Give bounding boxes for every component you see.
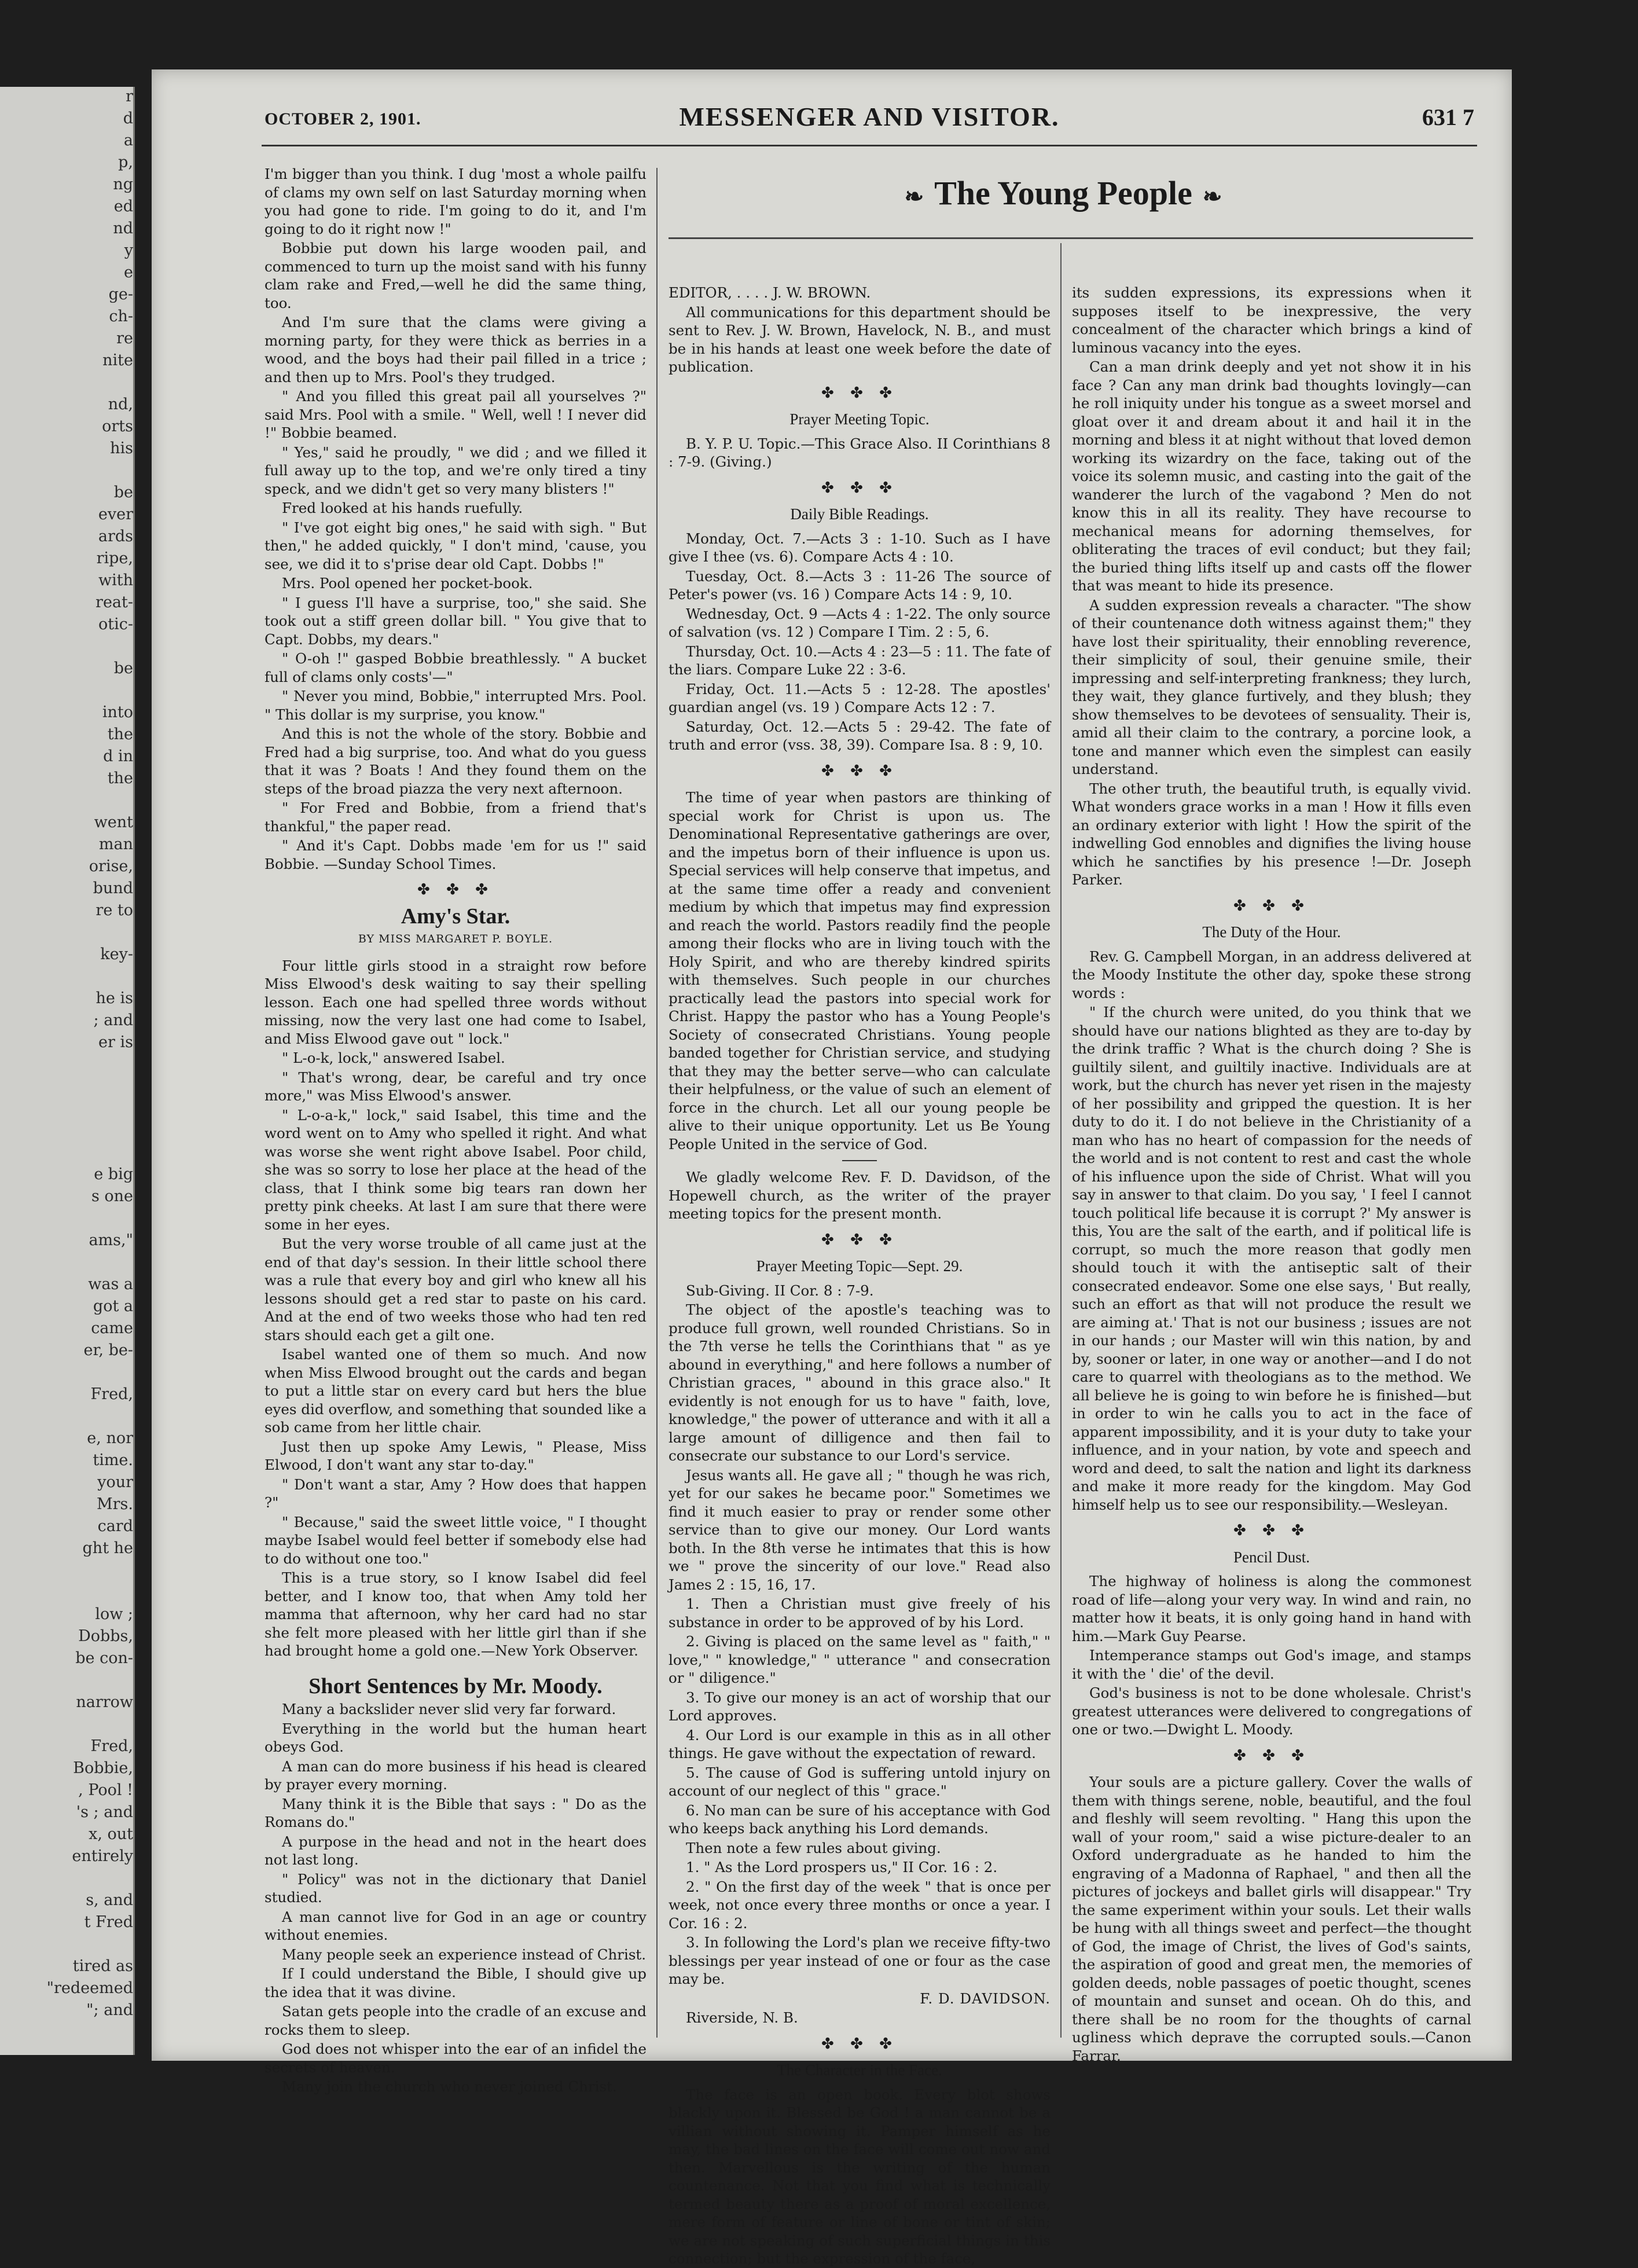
paragraph: Many join the church who never joined Christ. bbox=[282, 2078, 617, 2095]
intro-paragraph: All communications for this department should be sent to Rev. J. W. Brown, Havelock, N. B., and must be in his hands at least one week before the date of publication. bbox=[669, 303, 1051, 375]
prev-page-fragment: otic- bbox=[98, 615, 133, 633]
prev-page-fragment: narrow bbox=[76, 1693, 133, 1711]
prev-page-fragment: ng bbox=[113, 175, 133, 193]
prev-page-fragment: d bbox=[123, 109, 133, 127]
prev-page-fragment: reat- bbox=[96, 593, 133, 611]
prev-page-fragment: ed bbox=[113, 197, 133, 215]
prev-page-fragment: got a bbox=[93, 1297, 133, 1315]
prev-page-fragment: e, nor bbox=[87, 1429, 133, 1447]
prev-page-fragment: key- bbox=[100, 945, 133, 963]
prev-page-fragment: Mrs. bbox=[97, 1495, 133, 1513]
prev-page-fragment: d in bbox=[103, 747, 133, 765]
paragraph: " I guess I'll have a surprise, too," she said. She took out a stiff green dollar bill. " You give that to Capt. Dobbs, my dears." bbox=[265, 594, 647, 648]
prev-page-fragment: ripe, bbox=[96, 549, 133, 567]
prev-page-fragment: ever bbox=[98, 505, 133, 523]
prev-page-fragment: bund bbox=[93, 879, 133, 897]
paragraph: " Don't want a star, Amy ? How does that happen ?" bbox=[265, 1476, 647, 1511]
paragraph: If I could understand the Bible, I should give up the idea that it was divine. bbox=[265, 1965, 647, 2001]
prev-page-fragment: ght he bbox=[82, 1539, 133, 1557]
character-paragraph: The face is an open book. Every blot shows blackly upon it. Blessed be God ! a man cannot be a villian without showing it. Pamper himself as he may, the bad lines on the face will come out now and then. Marvellous is the writing of the human countenance. Not that you find what is technically termed beauty there as a proof of moral excellence, mere form of feature or line of bone or tint of skin; we are not speaking of such superficial things in this connection; but the expression of the face, bbox=[669, 2086, 1051, 2267]
heading-sept-29: Prayer Meeting Topic—Sept. 29. bbox=[756, 1257, 963, 1275]
paragraph: Friday, Oct. 11.—Acts 5 : 12-28. The apostles' guardian angel (vs. 19 ) Compare Acts 12 : 7. bbox=[669, 680, 1051, 715]
duty-intro: Rev. G. Campbell Morgan, in an address delivered at the Moody Institute the other day, spoke these strong words : bbox=[1072, 948, 1471, 1001]
story-byline: BY MISS MARGARET P. BOYLE. bbox=[358, 933, 553, 945]
prev-page-fragment: er, be- bbox=[83, 1341, 133, 1359]
prev-page-fragment: orts bbox=[102, 417, 133, 435]
paragraph: Many people seek an experience instead of Christ. bbox=[282, 1946, 647, 1963]
paragraph: Many think it is the Bible that says : " Do as the Romans do." bbox=[265, 1795, 647, 1830]
newspaper-page bbox=[152, 69, 1512, 2267]
prev-page-fragment: low ; bbox=[95, 1605, 133, 1623]
paragraph: 2. Giving is placed on the same level as " faith," " love," " knowledge," " utterance " and consecration or " diligence." bbox=[669, 1633, 1051, 1686]
short-rule bbox=[842, 1160, 877, 1161]
prev-page-fragment: Dobbs, bbox=[78, 1627, 133, 1645]
fleuron-right-icon: ❧ bbox=[1202, 184, 1222, 210]
paragraph: " I've got eight big ones," he said with sigh. " But then," he added quickly, " I don't mind, 'cause, you see, we did it to s'prise dear old Capt. Dobbs !" bbox=[265, 519, 647, 572]
prev-page-fragment: entirely bbox=[72, 1847, 133, 1865]
character-p3: A sudden expression reveals a character. "The show of their countenance doth witness against them;" they have lost their spirituality, their ennobling reverence, their simplicity of soul, their genuine smile, their impressing and self-interpreting frankness; they lurch, they wait, they glance furtively, and they blush; they show themselves to be devotees of sensuality. Their is, amid all their claim to the contrary, a porcine look, a tone and manner which even the simplest can easily understand. bbox=[1072, 596, 1471, 777]
prev-page-fragment: a bbox=[123, 131, 133, 149]
prev-page-fragment: re to bbox=[96, 901, 133, 919]
prev-page-fragment: ; and bbox=[93, 1011, 133, 1029]
prev-page-fragment: r bbox=[126, 87, 133, 105]
paragraph: " Because," said the sweet little voice, " I thought maybe Isabel would feel better if somebody else had to do without one too." bbox=[265, 1513, 647, 1567]
paragraph: This is a true story, so I know Isabel did feel better, and I know too, that when Amy told her mamma that afternoon, why her card had no star she felt more pleased with her little girl than if she had brought home a gold one.—New York Observer. bbox=[265, 1569, 647, 1659]
paragraph: 6. No man can be sure of his acceptance with God who keeps back anything his Lord demands. bbox=[669, 1801, 1051, 1837]
prev-page-fragment: orise, bbox=[89, 857, 133, 875]
paragraph: 4. Our Lord is our example in this as in all other things. He gave without the expectation of reward. bbox=[669, 1726, 1051, 1761]
paragraph: 5. The cause of God is suffering untold injury on account of our neglect of this " grace." bbox=[669, 1764, 1051, 1799]
previous-page-edge bbox=[0, 87, 135, 2055]
section-title-text: The Young People bbox=[934, 174, 1192, 212]
paragraph: Just then up spoke Amy Lewis, " Please, Miss Elwood, I don't want any star to-day." bbox=[265, 1438, 647, 1473]
prev-page-fragment: Fred, bbox=[90, 1385, 133, 1403]
prev-page-fragment: card bbox=[97, 1517, 133, 1535]
signature: F. D. DAVIDSON. bbox=[920, 1990, 1051, 2007]
column-1 bbox=[265, 165, 647, 2095]
paragraph: " Policy" was not in the dictionary that Daniel studied. bbox=[265, 1870, 647, 1906]
paragraph: 1. Then a Christian must give freely of his substance in order to be approved of by his Lord. bbox=[669, 1595, 1051, 1631]
prev-page-fragment: the bbox=[107, 725, 133, 743]
prev-page-fragment: tired as bbox=[72, 1957, 133, 1975]
character-p4: The other truth, the beautiful truth, is equally vivid. What wonders grace works in a man ! How it fills even an ordinary exterior with light ! How the spirit of the indwelling God ennobles and dignifies the living house which he sanctifies by his presence !—Dr. Joseph Parker. bbox=[1072, 780, 1471, 888]
prev-page-fragment: e big bbox=[94, 1165, 133, 1183]
story-ending bbox=[265, 165, 647, 873]
column-2 bbox=[669, 284, 1051, 2267]
character-p2: Can a man drink deeply and yet not show it in his face ? Can any man drink bad thoughts lovingly—can he roll iniquity under his tongue as a sweet morsel and gloat over it and dream about it and hail it in the morning and bless it at night without that loved demon working its wizardry on the face, taking out of the voice its solemn music, and casting into the gait of the wanderer the lurch of the vagabond ? Men do not know this in all its reality. They have recourse to mechanical means for adorning themselves, for obliterating the traces of evil conduct; but they fail; the buried thing lifts itself up and casts off the flower that was meant to hide its presence. bbox=[1072, 358, 1471, 594]
ornament: ✤ ✤ ✤ bbox=[821, 384, 898, 402]
duty-body: " If the church were united, do you think that we should have our nations blighted as they are to-day by the drink traffic ? What is the church doing ? She is guiltily silent, and guiltily inactive. Individuals are at work, but the church has never yet risen in the majesty of her possibility and gripped the question. It is her duty to do it. I do not believe in the Christianity of a man who has no heart of compassion for the needs of the world and is not content to rest and cast the whole of his influence upon the side of Christ. What will you say in answer to that claim. Do you say, ' I feel I cannot touch political life because it is corrupt ?' My answer is this, You are the salt of the earth, and if political life is corrupt, so much the more reason that godly men should touch it with the antiseptic salt of their consecrated endeavor. Some one else says, ' But really, such an effort as that will not produce the result we are aiming at.' That is not our business ; issues are not in our hands ; our Master will win this nation, by and by, sooner or later, in one way or another—and I do not care to quarrel with theologians as to the method. We all believe he is going to win before he is finished—but in order to win he calls you to act in the face of apparent impossibility, and it is your duty to take your influence, and in your nation, by vote and speech and word and deed, to salt the nation and light its darkness and make it more ready for the kingdom. May God himself help us to see our responsibility.—Wesleyan. bbox=[1072, 1004, 1471, 1513]
heading-pencil-dust: Pencil Dust. bbox=[1233, 1548, 1310, 1566]
ornament: ✤ ✤ ✤ bbox=[1233, 1746, 1310, 1764]
paragraph: Sub-Giving. II Cor. 8 : 7-9. bbox=[686, 1282, 874, 1299]
prev-page-fragment: s, and bbox=[86, 1891, 133, 1909]
paragraph: Everything in the world but the human heart obeys God. bbox=[265, 1720, 647, 1755]
prev-page-fragment: "redeemed bbox=[46, 1979, 133, 1997]
prev-page-fragment: 's ; and bbox=[76, 1803, 133, 1821]
paragraph: Four little girls stood in a straight row before Miss Elwood's desk waiting to say their spelling lesson. Each one had spelled three words without missing, now the very last one had come to Isabel, and Miss Elwood gave out " lock." bbox=[265, 957, 647, 1047]
paragraph: 1. " As the Lord prospers us," II Cor. 16 : 2. bbox=[686, 1859, 998, 1876]
paragraph: Isabel wanted one of them so much. And now when Miss Elwood brought out the cards and began to put a little star on every card but hers the blue eyes did overflow, and something that sounded like a sob came from her little chair. bbox=[265, 1346, 647, 1436]
ornament: ✤ ✤ ✤ bbox=[417, 881, 494, 898]
prev-page-fragment: with bbox=[98, 571, 133, 589]
paragraph: Fred looked at his hands ruefully. bbox=[282, 500, 523, 516]
prev-page-fragment: x, out bbox=[89, 1825, 133, 1843]
prev-page-fragment: nite bbox=[102, 351, 133, 369]
prev-page-fragment: Bobbie, bbox=[73, 1759, 133, 1777]
paragraph: Intemperance stamps out God's image, and stamps it with the ' die' of the devil. bbox=[1072, 1647, 1471, 1682]
prev-page-fragment: p, bbox=[118, 153, 133, 171]
masthead bbox=[265, 101, 1474, 142]
editor-line: EDITOR, . . . . J. W. BROWN. bbox=[669, 284, 871, 301]
paragraph: And this is not the whole of the story. Bobbie and Fred had a big surprise, too. And what do you guess that it was ? Boats ! And they found them on the steps of the broad piazza the very next afternoon. bbox=[265, 725, 647, 797]
paragraph: Mrs. Pool opened her pocket-book. bbox=[282, 575, 533, 592]
prev-page-fragment: he is bbox=[96, 989, 133, 1007]
paragraph: " L-o-k, lock," answered Isabel. bbox=[282, 1049, 505, 1066]
ornament: ✤ ✤ ✤ bbox=[821, 762, 898, 780]
paragraph: God's business is not to be done wholesale. Christ's greatest utterances were delivered to congregations of one or two.—Dwight L. Moody. bbox=[1072, 1685, 1471, 1738]
paragraph: Tuesday, Oct. 8.—Acts 3 : 11-26 The source of Peter's power (vs. 16 ) Compare Acts 14 : 9, 10. bbox=[669, 567, 1051, 603]
prev-page-fragment: be bbox=[113, 659, 133, 677]
paragraph: " And it's Capt. Dobbs made 'em for us !" said Bobbie. —Sunday School Times. bbox=[265, 837, 647, 872]
ornament: ✤ ✤ ✤ bbox=[1233, 1522, 1310, 1539]
welcome-paragraph: We gladly welcome Rev. F. D. Davidson, of the Hopewell church, as the writer of the prayer meeting topics for the present month. bbox=[669, 1169, 1051, 1222]
prev-page-fragment: ch- bbox=[109, 307, 133, 325]
paragraph: " Yes," said he proudly, " we did ; and we filled it full away up to the top, and we're only tired a tiny speck, and we didn't get so very many blisters !" bbox=[265, 443, 647, 497]
picture-gallery-paragraph: Your souls are a picture gallery. Cover the walls of them with things serene, noble, beautiful, and the foul and fleshly will seem revolting. " Hang this upon the wall of your room," said a wise picture-dealer to an Oxford undergraduate as he handed to him the engraving of a Madonna of Raphael, " and then all the pictures of jockeys and ballet girls will disappear." Try the same experiment within your souls. Let their walls be hung with all things sweet and perfect—the thought of God, the image of Christ, the lives of God's saints, the aspiration of good and great men, the memories of golden deeds, noble passages of poetic thought, scenes of mountain and sunset and ocean. Oh do this, and there shall be no room for the thoughts of carnal ugliness which deprave the corrupted souls.—Canon Farrar. bbox=[1072, 1774, 1471, 2064]
paragraph: Wednesday, Oct. 9 —Acts 4 : 1-22. The only source of salvation (vs. 12 ) Compare I Tim. 2 : 5, 6. bbox=[669, 605, 1051, 640]
paragraph: " L-o-a-k," lock," said Isabel, this time and the word went on to Amy who spelled it right. And what was worse she went right above Isabel. Poor child, she was so sorry to lose her place at the head of the class, that I think some big tears ran down her pretty pink cheeks. At last I am sure that there were some in her eyes. bbox=[265, 1106, 647, 1233]
paragraph: Monday, Oct. 7.—Acts 3 : 1-10. Such as I have give I thee (vs. 6). Compare Acts 4 : 10. bbox=[669, 530, 1051, 565]
prev-page-fragment: the bbox=[107, 769, 133, 787]
page-number: 631 7 bbox=[1422, 104, 1474, 130]
paragraph: 2. " On the first day of the week " that is once per week, not once every three months or once a year. I Cor. 16 : 2. bbox=[669, 1878, 1051, 1932]
sept29-topic bbox=[669, 1282, 1051, 1988]
prev-page-fragment: time. bbox=[93, 1451, 133, 1469]
paragraph: I'm bigger than you think. I dug 'most a whole pailfu of clams my own self on last Saturday morning when you had gone to ride. I'm going to do it, and I'm going to do it right now !" bbox=[265, 166, 647, 237]
column-rule bbox=[656, 168, 658, 2038]
story-title-moody: Short Sentences by Mr. Moody. bbox=[308, 1674, 603, 1698]
story-title-amys-star: Amy's Star. bbox=[401, 904, 511, 929]
bypu-topic: B. Y. P. U. Topic.—This Grace Also. II Corinthians 8 : 7-9. (Giving.) bbox=[669, 435, 1051, 470]
prev-page-fragment: man bbox=[98, 835, 133, 853]
story-amys-star bbox=[265, 957, 647, 1660]
paragraph: Jesus wants all. He gave all ; " though he was rich, yet for our sakes he became poor." Sometimes we find it much easier to pray or render some other service than to give our money. Our Lord wants both. In the 8th verse he intimates that this is how we " prove the sincerity of our love." Read also James 2 : 15, 16, 17. bbox=[669, 1466, 1051, 1593]
pencil-dust bbox=[1072, 1572, 1471, 1739]
prev-page-fragment: er is bbox=[98, 1033, 133, 1051]
paragraph: God does not whisper into the ear of an infidel the secrets of heaven. bbox=[265, 2041, 647, 2076]
paragraph: But the very worse trouble of all came just at the end of that day's session. In their little school there was a rule that every boy and girl who knew all his lessons should get a red star to paste on his card. And at the end of two weeks those who had ten red stars should each get a gilt one. bbox=[265, 1235, 647, 1344]
paragraph: The highway of holiness is along the commonest road of life—along your very way. In wind and rain, no matter how it beats, it is only going hand in hand with him.—Mark Guy Pearse. bbox=[1072, 1573, 1471, 1645]
paragraph: A purpose in the head and not in the heart does not last long. bbox=[265, 1833, 647, 1868]
paragraph: A man can do more business if his head is cleared by prayer every morning. bbox=[265, 1757, 647, 1793]
heading-character-face: The Character in the Face. bbox=[777, 2061, 942, 2079]
paragraph: " For Fred and Bobbie, from a friend that's thankful," the paper read. bbox=[265, 799, 647, 835]
paragraph: Bobbie put down his large wooden pail, and commenced to turn up the moist sand with his funny clam rake and Fred,—well he did the same thing, too. bbox=[265, 240, 647, 311]
ornament: ✤ ✤ ✤ bbox=[821, 1231, 898, 1249]
fleuron-left-icon: ❧ bbox=[904, 184, 924, 210]
prev-page-fragment: ge- bbox=[108, 285, 133, 303]
prev-page-fragment: went bbox=[94, 813, 133, 831]
prev-page-fragment: t Fred bbox=[84, 1913, 133, 1931]
prev-page-fragment: came bbox=[91, 1319, 133, 1337]
prev-page-fragment: ams," bbox=[89, 1231, 133, 1249]
prev-page-fragment: , Pool ! bbox=[78, 1781, 133, 1799]
paragraph: " O-oh !" gasped Bobbie breathlessly. " A bucket full of clams only costs'—" bbox=[265, 650, 647, 685]
place-line: Riverside, N. B. bbox=[686, 2009, 798, 2026]
paragraph: A man cannot live for God in an age or country without enemies. bbox=[265, 1908, 647, 1943]
prev-page-fragment: e bbox=[124, 263, 133, 281]
heading-prayer-topic: Prayer Meeting Topic. bbox=[789, 410, 930, 428]
paragraph: Saturday, Oct. 12.—Acts 5 : 29-42. The fate of truth and error (vss. 38, 39). Compare Isa. 8 : 9, 10. bbox=[669, 718, 1051, 753]
prev-page-fragment: was a bbox=[88, 1275, 133, 1293]
ornament: ✤ ✤ ✤ bbox=[1233, 897, 1310, 915]
prev-page-fragment: nd bbox=[113, 219, 133, 237]
paragraph: Thursday, Oct. 10.—Acts 4 : 23—5 : 11. The fate of the liars. Compare Luke 22 : 3-6. bbox=[669, 643, 1051, 678]
prev-page-fragment: Fred, bbox=[90, 1737, 133, 1755]
time-of-year-paragraph: The time of year when pastors are thinking of special work for Christ is upon us. The Denominational Representative gatherings are over, and the impetus born of their influence is upon us. Special services will help conserve that impetus, and at the same time offer a ready and convenient medium by which that impetus may find expression and reach the world. Pastors readily find the people among their flocks who are in living touch with the Holy Spirit, and who are thereby kindred spirits with themselves. Such people in our churches practically lead the pastors into special work for Christ. Happy the pastor who has a Young People's Society of consecrated Christians. Young people banded together for Christian service, and studying that they may the better serve—who can calculate their helpfulness, or the value of such an element of force in the church. Let all our young people be alive to their unique opportunity. Let us Be Young People United in the service of God. bbox=[669, 789, 1051, 1153]
masthead-rule bbox=[262, 145, 1477, 146]
section-title bbox=[730, 174, 1396, 212]
paragraph: 3. In following the Lord's plan we receive fifty-two blessings per year instead of one or four as the case may be. bbox=[669, 1934, 1051, 1987]
daily-readings bbox=[669, 530, 1051, 754]
prev-page-fragment: "; and bbox=[86, 2001, 133, 2019]
prev-page-fragment: y bbox=[124, 241, 133, 259]
prev-page-fragment: be con- bbox=[75, 1649, 133, 1667]
prev-page-fragment: ards bbox=[98, 527, 133, 545]
column-3 bbox=[1072, 284, 1471, 2153]
prev-page-fragment: into bbox=[102, 703, 133, 721]
heading-daily-readings: Daily Bible Readings. bbox=[790, 505, 929, 523]
paragraph: And I'm sure that the clams were giving a morning party, for they were thick as berries in a wood, and the boys had their pail filled in a trice ; and then up to Mrs. Pool's they trudged. bbox=[265, 314, 647, 386]
moody-sentences bbox=[265, 1700, 647, 2096]
paragraph: 3. To give our money is an act of worship that our Lord approves. bbox=[669, 1689, 1051, 1724]
paragraph: Many a backslider never slid very far forward. bbox=[282, 1701, 616, 1717]
ornament: ✤ ✤ ✤ bbox=[821, 2035, 898, 2053]
paper-title: MESSENGER AND VISITOR. bbox=[679, 102, 1060, 131]
prev-page-fragment: be bbox=[113, 483, 133, 501]
paragraph: " That's wrong, dear, be careful and try once more," was Miss Elwood's answer. bbox=[265, 1069, 647, 1104]
prev-page-fragment: your bbox=[97, 1473, 133, 1491]
paragraph: " And you filled this great pail all yourselves ?" said Mrs. Pool with a smile. " Well, well ! I never did !" Bobbie beamed. bbox=[265, 388, 647, 441]
prev-page-fragment: his bbox=[110, 439, 133, 457]
column-rule bbox=[1060, 243, 1062, 2038]
character-continued: its sudden expressions, its expressions when it supposes itself to be inexpressive, the very concealment of the character which brings a kind of luminous vacancy into the eyes. bbox=[1072, 284, 1471, 356]
paragraph: The object of the apostle's teaching was to produce full grown, well rounded Christians. So in the 7th verse he tells the Corinthians that " as ye abound in everything," and here follows a number of Christian graces, " abound in this grace also." It evidently is not enough for us to have " faith, love, knowledge," the power of utterance and with it all a large amount of dilligence and then fail to consecrate our substance to our Lord's service. bbox=[669, 1301, 1051, 1464]
prev-page-fragment: s one bbox=[91, 1187, 133, 1205]
ornament: ✤ ✤ ✤ bbox=[821, 479, 898, 497]
paragraph: Then note a few rules about giving. bbox=[686, 1839, 941, 1856]
paragraph: " Never you mind, Bobbie," interrupted Mrs. Pool. " This dollar is my surprise, you know." bbox=[265, 688, 647, 723]
section-rule bbox=[669, 237, 1473, 239]
heading-duty-hour: The Duty of the Hour. bbox=[1202, 923, 1341, 941]
prev-page-fragment: nd, bbox=[108, 395, 133, 413]
prev-page-fragment: re bbox=[116, 329, 133, 347]
issue-date: OCTOBER 2, 1901. bbox=[265, 109, 421, 129]
paragraph: Satan gets people into the cradle of an excuse and rocks them to sleep. bbox=[265, 2003, 647, 2038]
